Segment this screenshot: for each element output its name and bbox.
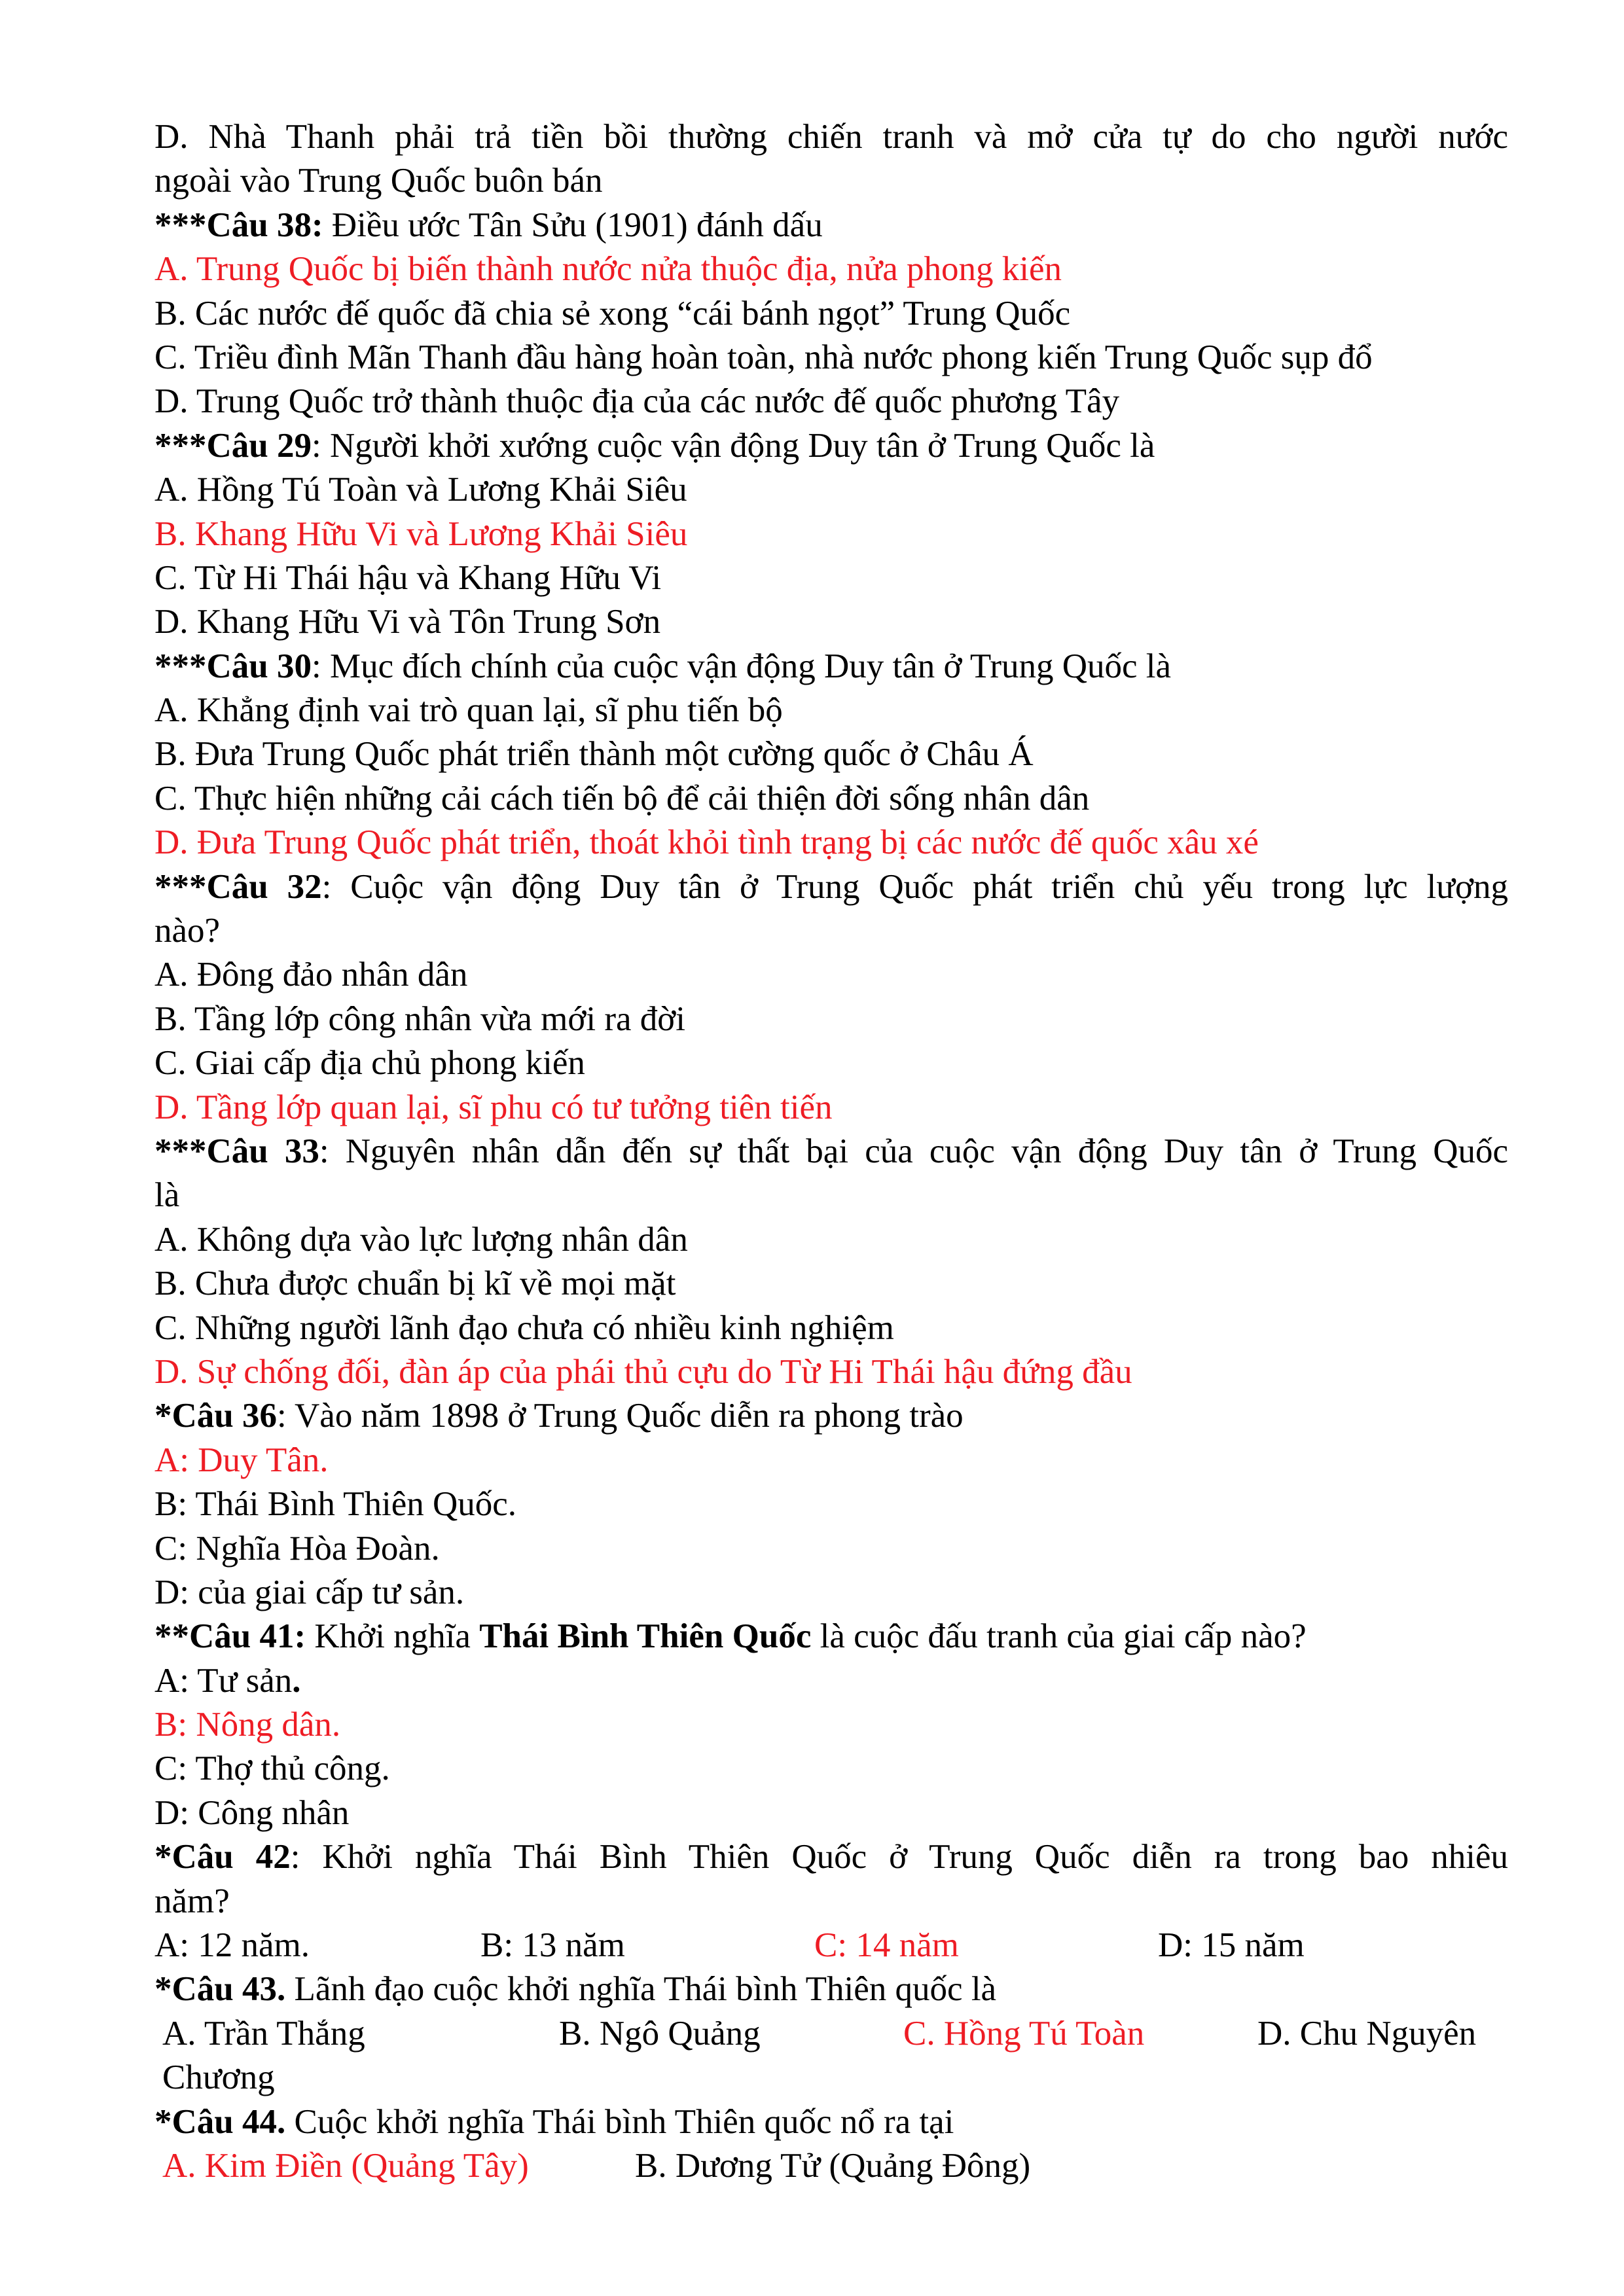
q38-option-b: B. Các nước đế quốc đã chia sẻ xong “cái bánh ngọt” Trung Quốc [154,294,1071,332]
q42-option-b: B: 13 năm [480,1926,625,1965]
question-30 [154,645,1508,689]
q43-option-b: B. Ngô Quảng [559,2014,761,2053]
question-32 [154,865,1508,909]
question-42-text: : Khởi nghĩa Thái Bình Thiên Quốc ở Trung Quốc diễn ra trong bao nhiêu [290,1838,1508,1876]
q41-option-d: D: Công nhân [154,1793,350,1832]
q36-option-d: D: của giai cấp tư sản. [154,1573,465,1611]
question-41 [154,1615,1508,1659]
question-32-text-line2: nào? [154,912,221,950]
question-44-number: *Câu 44. [154,2102,286,2141]
q36-option-a: A: Duy Tân. [154,1441,329,1479]
q32-option-c: C. Giai cấp địa chủ phong kiến [154,1044,585,1083]
q43-options-row [154,2012,1508,2056]
question-36 [154,1394,1508,1438]
q38-option-d: D. Trung Quốc trở thành thuộc địa của các nước đế quốc phương Tây [154,382,1120,421]
question-43-number: *Câu 43. [154,1970,286,2009]
q30-option-d: D. Đưa Trung Quốc phát triển, thoát khỏi tình trạng bị các nước đế quốc xâu xé [154,823,1259,862]
q37-option-d-line2: ngoài vào Trung Quốc buôn bán [154,162,603,200]
question-44-text: Cuộc khởi nghĩa Thái bình Thiên quốc nổ ra tại [285,2102,954,2141]
question-29-text: : Người khởi xướng cuộc vận động Duy tân ở Trung Quốc là [312,426,1155,465]
q43-option-a: A. Trần Thắng [162,2014,365,2053]
q33-option-b: B. Chưa được chuẩn bị kĩ về mọi mặt [154,1265,676,1303]
question-29-number: ***Câu 29 [154,426,312,465]
q30-option-b: B. Đưa Trung Quốc phát triển thành một cường quốc ở Châu Á [154,735,1034,774]
q41-option-a [154,1659,1508,1703]
q42-options-row [154,1924,1508,1967]
q29-option-b: B. Khang Hữu Vi và Lương Khải Siêu [154,514,688,553]
question-42-number: *Câu 42 [154,1838,291,1876]
q30-option-c: C. Thực hiện những cải cách tiến bộ để cải thiện đời sống nhân dân [154,779,1090,817]
question-32-text: : Cuộc vận động Duy tân ở Trung Quốc phát triển chủ yếu trong lực lượng [321,867,1508,906]
q42-option-a: A: 12 năm. [154,1926,310,1965]
q37-option-d-line1: D. Nhà Thanh phải trả tiền bồi thường chiến tranh và mở cửa tự do cho người nước [154,118,1508,156]
q43-option-c: C. Hồng Tú Toàn [903,2014,1145,2053]
question-41-text-bold: Thái Bình Thiên Quốc [479,1617,812,1656]
q41-option-c: C: Thợ thủ công. [154,1749,390,1788]
q44-options-row [154,2144,1508,2188]
q33-option-d: D. Sự chống đối, đàn áp của phái thủ cựu do Từ Hi Thái hậu đứng đầu [154,1352,1132,1391]
q42-option-d: D: 15 năm [1158,1926,1305,1965]
q32-option-a: A. Đông đảo nhân dân [154,956,468,994]
q44-option-b: B. Dương Tử (Quảng Đông) [635,2146,1031,2185]
q41-option-b: B: Nông dân. [154,1706,341,1744]
question-43-text: Lãnh đạo cuộc khởi nghĩa Thái bình Thiên quốc là [285,1970,997,2009]
q33-option-a: A. Không dựa vào lực lượng nhân dân [154,1220,688,1259]
q38-option-c: C. Triều đình Mãn Thanh đầu hàng hoàn toàn, nhà nước phong kiến Trung Quốc sụp đổ [154,338,1373,376]
q41-option-a-text: A: Tư sản [154,1661,293,1700]
q38-option-a: A. Trung Quốc bị biến thành nước nửa thuộc địa, nửa phong kiến [154,250,1062,289]
question-33-text: : Nguyên nhân dẫn đến sự thất bại của cuộc vận động Duy tân ở Trung Quốc [319,1132,1508,1170]
question-30-text: : Mục đích chính của cuộc vận động Duy tân ở Trung Quốc là [312,647,1172,685]
question-33-text-line2: là [154,1176,180,1215]
q36-option-c: C: Nghĩa Hòa Đoàn. [154,1529,440,1568]
question-41-number: **Câu 41: [154,1617,306,1656]
q32-option-d: D. Tầng lớp quan lại, sĩ phu có tư tưởng tiên tiến [154,1088,833,1126]
question-32-number: ***Câu 32 [154,867,322,906]
question-41-text-before: Khởi nghĩa [306,1617,480,1656]
question-42-text-line2: năm? [154,1882,230,1920]
question-38-text: Điều ước Tân Sửu (1901) đánh dấu [323,206,823,244]
q43-option-d-line2: Chương [162,2058,275,2097]
question-38 [154,204,1508,247]
question-36-number: *Câu 36 [154,1397,278,1435]
q36-option-b: B: Thái Bình Thiên Quốc. [154,1485,517,1524]
question-29 [154,424,1508,468]
q43-option-d: D. Chu Nguyên [1257,2014,1477,2053]
question-44 [154,2100,1508,2144]
q42-option-c: C: 14 năm [814,1926,959,1965]
question-38-number: ***Câu 38: [154,206,323,244]
document-page [154,115,1508,2188]
q30-option-a: A. Khẳng định vai trò quan lại, sĩ phu tiến bộ [154,691,783,730]
q29-option-d: D. Khang Hữu Vi và Tôn Trung Sơn [154,603,661,641]
question-43 [154,1967,1508,2011]
question-33-number: ***Câu 33 [154,1132,319,1170]
q29-option-a: A. Hồng Tú Toàn và Lương Khải Siêu [154,471,687,509]
q29-option-c: C. Từ Hi Thái hậu và Khang Hữu Vi [154,558,662,597]
question-41-text-after: là cuộc đấu tranh của giai cấp nào? [811,1617,1307,1656]
q32-option-b: B. Tầng lớp công nhân vừa mới ra đời [154,999,685,1038]
question-36-text: : Vào năm 1898 ở Trung Quốc diễn ra phong trào [277,1397,964,1435]
q44-option-a: A. Kim Điền (Quảng Tây) [162,2146,529,2185]
q41-option-a-dot: . [292,1661,301,1700]
question-42 [154,1835,1508,1879]
q33-option-c: C. Những người lãnh đạo chưa có nhiều kinh nghiệm [154,1308,894,1347]
question-30-number: ***Câu 30 [154,647,312,685]
question-33 [154,1130,1508,1174]
